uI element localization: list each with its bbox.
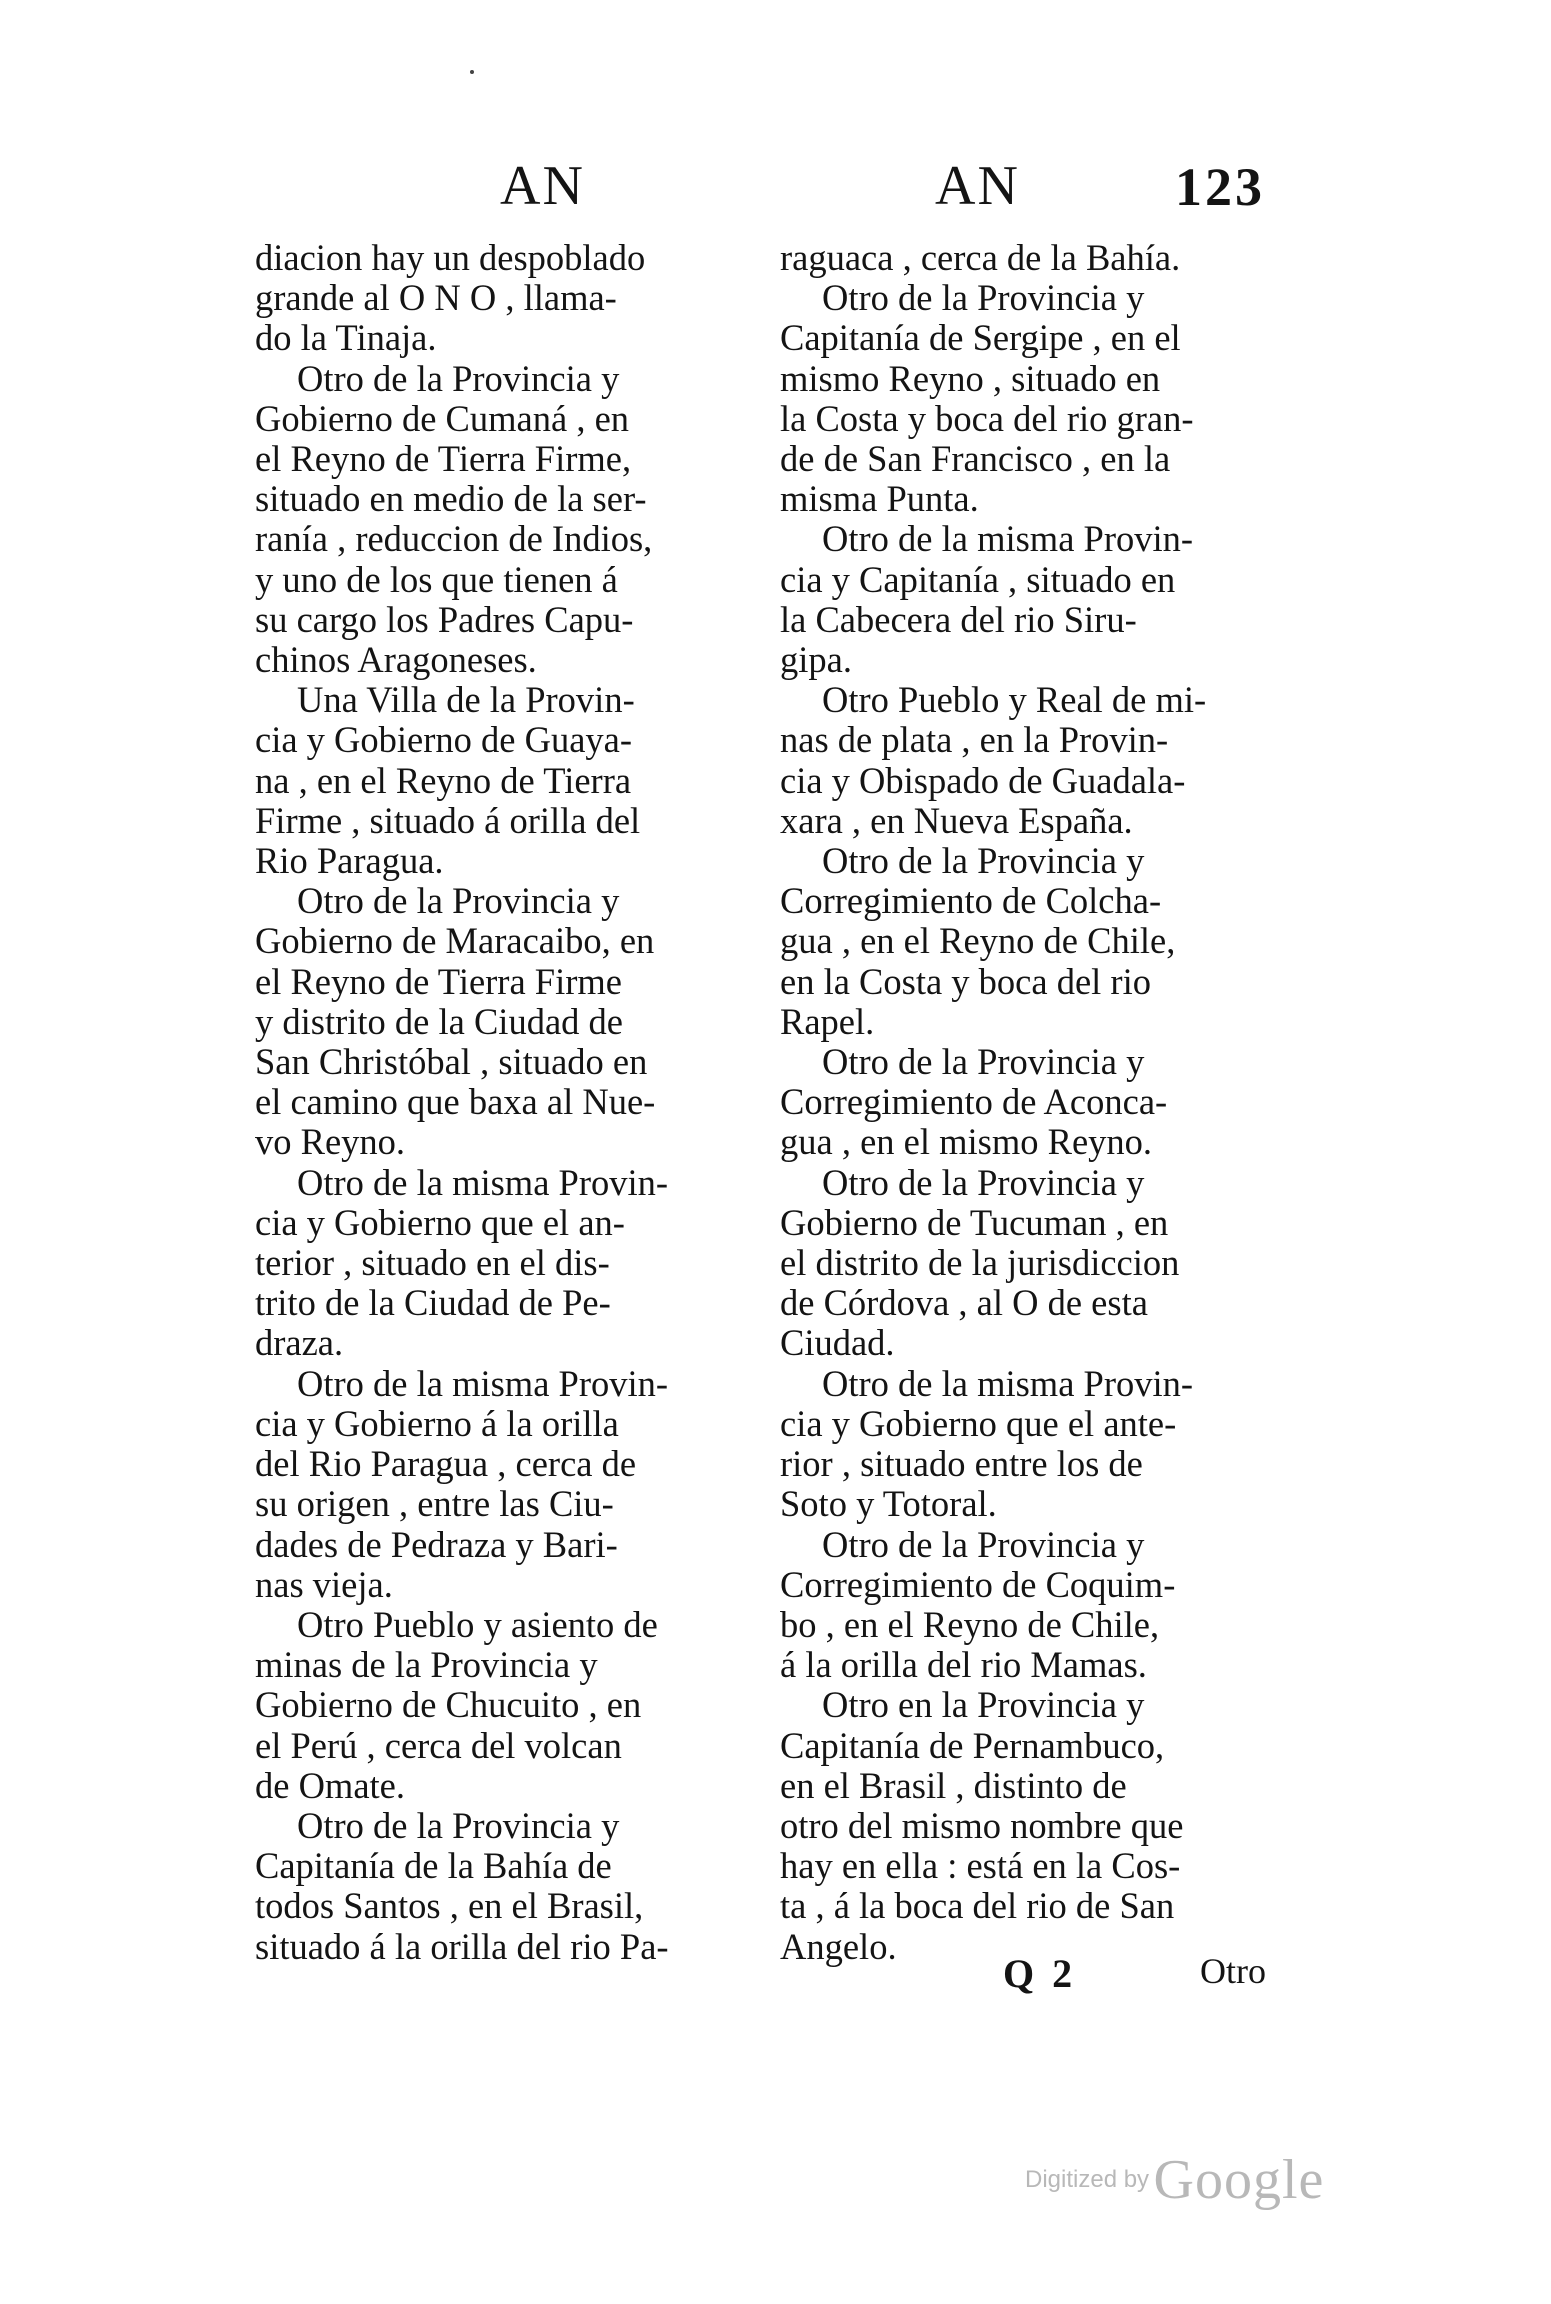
text-line: Corregimiento de Aconca-	[780, 1082, 1168, 1123]
text-line: trito de la Ciudad de Pe-	[255, 1283, 611, 1324]
text-line: Otro de la misma Provin-	[297, 1162, 669, 1203]
text-line: Otro de la Provincia y	[822, 278, 1145, 319]
text-line: misma Punta.	[780, 479, 979, 520]
text-line: Capitanía de la Bahía de	[255, 1846, 612, 1887]
text-line: Soto y Totoral.	[780, 1484, 997, 1525]
text-line: el Reyno de Tierra Firme	[255, 961, 622, 1002]
text-line: na , en el Reyno de Tierra	[255, 760, 632, 801]
text-line: el camino que baxa al Nue-	[255, 1082, 656, 1123]
text-line: Otro de la Provincia y	[297, 1805, 620, 1846]
text-line: Rio Paragua.	[255, 841, 444, 882]
text-line: situado en medio de la ser-	[255, 479, 647, 520]
ink-speck	[470, 70, 474, 74]
text-line: y distrito de la Ciudad de	[255, 1001, 623, 1042]
text-line: Angelo.	[780, 1926, 897, 1967]
text-line: Otro de la misma Provin-	[297, 1363, 669, 1404]
text-line: la Costa y boca del rio gran-	[780, 398, 1194, 439]
text-line: Firme , situado á orilla del	[255, 800, 641, 841]
text-line: cia y Gobierno á la orilla	[255, 1403, 619, 1444]
text-line: vo Reyno.	[255, 1122, 406, 1163]
text-line: raguaca , cerca de la Bahía.	[780, 238, 1181, 278]
text-line: gipa.	[780, 640, 852, 681]
text-line: Gobierno de Tucuman , en	[780, 1202, 1169, 1243]
text-line: de Omate.	[255, 1765, 405, 1806]
digitization-watermark	[1025, 2148, 1324, 2212]
text-line: de de San Francisco , en la	[780, 439, 1171, 480]
text-line: gua , en el mismo Reyno.	[780, 1122, 1153, 1163]
text-line: cia y Gobierno que el ante-	[780, 1403, 1177, 1444]
text-line: Otro de la Provincia y	[297, 358, 620, 399]
text-line: rior , situado entre los de	[780, 1444, 1143, 1485]
text-line: chinos Aragoneses.	[255, 640, 537, 681]
text-line: Otro de la Provincia y	[297, 881, 620, 922]
text-line: cia y Gobierno de Guaya-	[255, 720, 633, 761]
text-line: Ciudad.	[780, 1323, 895, 1364]
text-line: Otro de la Provincia y	[822, 1042, 1145, 1083]
text-line: cia y Obispado de Guadala-	[780, 760, 1186, 801]
text-line: Capitanía de Pernambuco,	[780, 1725, 1165, 1766]
text-line: Corregimiento de Colcha-	[780, 881, 1162, 922]
text-line: do la Tinaja.	[255, 318, 437, 359]
text-line: Rapel.	[780, 1001, 875, 1042]
text-line: hay en ella : está en la Cos-	[780, 1846, 1181, 1887]
text-line: nas vieja.	[255, 1564, 393, 1605]
google-logo: Google	[1153, 2149, 1325, 2211]
text-line: Corregimiento de Coquim-	[780, 1564, 1176, 1605]
text-line: Otro Pueblo y asiento de	[297, 1604, 658, 1645]
text-line: en el Brasil , distinto de	[780, 1765, 1127, 1806]
text-line: gua , en el Reyno de Chile,	[780, 921, 1176, 962]
text-line: Gobierno de Maracaibo, en	[255, 921, 655, 962]
text-line: en la Costa y boca del rio	[780, 961, 1151, 1002]
right-running-head: AN	[935, 155, 1020, 217]
left-running-head: AN	[500, 155, 585, 217]
text-line: á la orilla del rio Mamas.	[780, 1645, 1147, 1686]
text-line: del Rio Paragua , cerca de	[255, 1444, 637, 1485]
text-line: bo , en el Reyno de Chile,	[780, 1604, 1160, 1645]
text-line: el Perú , cerca del volcan	[255, 1725, 622, 1766]
page-number: 123	[1175, 157, 1265, 217]
text-line: otro del mismo nombre que	[780, 1805, 1184, 1846]
text-line: dades de Pedraza y Bari-	[255, 1524, 618, 1565]
text-line: Otro de la Provincia y	[822, 1162, 1145, 1203]
watermark-prefix: Digitized by	[1025, 2166, 1150, 2193]
text-line: terior , situado en el dis-	[255, 1243, 610, 1284]
text-line: Gobierno de Chucuito , en	[255, 1685, 642, 1726]
text-line: Otro de la Provincia y	[822, 1524, 1145, 1565]
text-line: la Cabecera del rio Siru-	[780, 599, 1137, 640]
text-line: cia y Gobierno que el an-	[255, 1202, 625, 1243]
text-line: San Christóbal , situado en	[255, 1042, 648, 1083]
text-line: Gobierno de Cumaná , en	[255, 398, 630, 439]
text-line: su origen , entre las Ciu-	[255, 1484, 614, 1525]
signature-mark: Q 2	[1003, 1951, 1077, 1996]
text-line: el distrito de la jurisdiccion	[780, 1243, 1180, 1284]
text-line: Una Villa de la Provin-	[297, 680, 635, 721]
text-line: xara , en Nueva España.	[780, 800, 1133, 841]
text-line: cia y Capitanía , situado en	[780, 559, 1176, 600]
text-line: todos Santos , en el Brasil,	[255, 1886, 644, 1927]
text-line: su cargo los Padres Capu-	[255, 599, 634, 640]
text-line: grande al O N O , llama-	[255, 278, 617, 319]
text-line: Otro de la misma Provin-	[822, 519, 1194, 560]
text-line: el Reyno de Tierra Firme,	[255, 439, 632, 480]
text-line: Capitanía de Sergipe , en el	[780, 318, 1181, 359]
text-line: ta , á la boca del rio de San	[780, 1886, 1175, 1927]
text-line: diacion hay un despoblado	[255, 238, 646, 278]
text-line: Otro de la misma Provin-	[822, 1363, 1194, 1404]
text-line: draza.	[255, 1323, 344, 1364]
text-line: ranía , reduccion de Indios,	[255, 519, 653, 560]
text-line: nas de plata , en la Provin-	[780, 720, 1169, 761]
text-line: Otro en la Provincia y	[822, 1685, 1145, 1726]
text-line: y uno de los que tienen á	[255, 559, 618, 600]
text-line: Otro de la Provincia y	[822, 841, 1145, 882]
text-line: de Córdova , al O de esta	[780, 1283, 1148, 1324]
right-text-column	[780, 238, 1285, 1967]
catchword: Otro	[1200, 1951, 1266, 1991]
text-line: situado á la orilla del rio Pa-	[255, 1926, 669, 1967]
text-line: mismo Reyno , situado en	[780, 358, 1161, 399]
text-line: minas de la Provincia y	[255, 1645, 598, 1686]
text-line: Otro Pueblo y Real de mi-	[822, 680, 1207, 721]
left-text-column	[255, 238, 760, 1967]
